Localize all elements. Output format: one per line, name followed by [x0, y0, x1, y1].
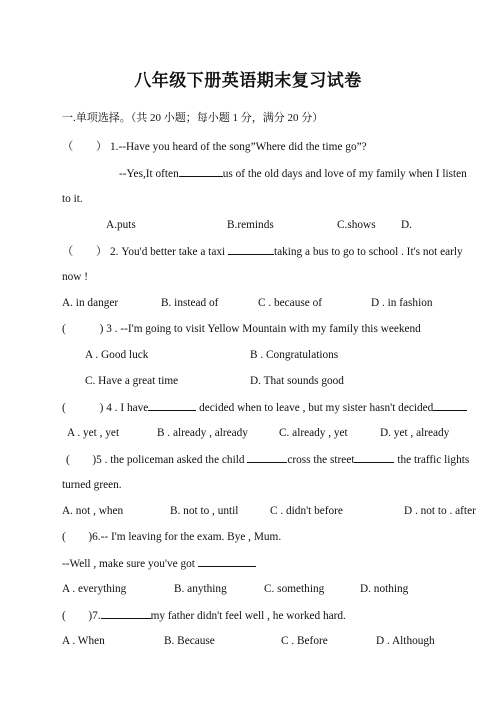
option-d[interactable]: D. nothing — [360, 583, 409, 595]
question-text: 4 . I have — [106, 402, 149, 414]
question-text: 6.-- I'm leaving for the exam. Bye , Mum. — [92, 531, 282, 543]
option-a[interactable]: A . everything — [62, 583, 127, 595]
answer-paren[interactable]: ( ) — [62, 323, 104, 335]
option-a[interactable]: A.puts — [106, 219, 136, 231]
answer-paren[interactable]: ( ) — [62, 402, 104, 414]
option-d[interactable]: D. — [401, 219, 412, 231]
option-b[interactable]: B. anything — [174, 583, 227, 595]
answer-blank[interactable] — [179, 166, 223, 177]
question-5 — [66, 452, 469, 467]
option-a[interactable]: A. in danger — [62, 297, 119, 309]
question-1 — [62, 140, 367, 154]
question-1-options — [0, 218, 496, 232]
answer-paren[interactable]: （ ） — [62, 141, 108, 153]
answer-paren[interactable]: ( ) — [62, 531, 93, 543]
answer-blank[interactable] — [247, 452, 287, 463]
option-c[interactable]: C. something — [264, 583, 325, 595]
question-text: 2. You'd better take a taxi — [110, 246, 226, 258]
question-3 — [62, 322, 421, 336]
option-c[interactable]: C . didn't before — [270, 505, 343, 517]
option-d[interactable]: D . in fashion — [371, 297, 433, 309]
answer-blank[interactable] — [198, 556, 256, 567]
answer-blank[interactable] — [228, 244, 274, 255]
option-a[interactable]: A . When — [62, 635, 105, 647]
question-2-options — [0, 296, 496, 310]
reply-text: us of the old days and love of my family when I listen — [222, 168, 467, 180]
option-a[interactable]: A . Good luck — [85, 349, 149, 361]
option-b[interactable]: B. instead of — [161, 297, 219, 309]
question-text: 5 . the policeman asked the child — [96, 454, 245, 466]
option-b[interactable]: B.reminds — [227, 219, 274, 231]
question-7 — [62, 608, 346, 623]
question-text: decided when to leave , but my sister hasn't decided — [199, 402, 434, 414]
question-text: 1.--Have you heard of the song”Where did the time go”? — [110, 141, 367, 153]
answer-paren[interactable]: ( ) — [62, 610, 93, 622]
question-3-options-row1 — [0, 348, 496, 362]
option-d[interactable]: D . Although — [376, 635, 435, 647]
option-c[interactable]: C . because of — [258, 297, 322, 309]
question-6-options — [0, 582, 496, 596]
answer-paren[interactable]: ( ) — [66, 454, 97, 466]
answer-blank[interactable] — [433, 400, 467, 411]
question-2-continued: now ! — [62, 271, 89, 283]
question-text: the traffic lights — [397, 454, 470, 466]
option-b[interactable]: B. Because — [164, 635, 215, 647]
answer-blank[interactable] — [148, 400, 196, 411]
question-5-options — [0, 504, 496, 518]
option-d[interactable]: D . not to . after — [404, 505, 476, 517]
option-b[interactable]: B. not to , until — [170, 505, 239, 517]
option-a[interactable]: A. not , when — [62, 505, 124, 517]
reply-text: --Yes,It often — [119, 168, 179, 180]
option-a[interactable]: A . yet , yet — [67, 427, 120, 439]
option-c[interactable]: C. Have a great time — [85, 375, 179, 387]
option-b[interactable]: B . already , already — [157, 427, 248, 439]
question-6-reply — [62, 556, 256, 571]
question-text: taking a bus to go to school . It's not early — [273, 246, 463, 258]
option-c[interactable]: C. already , yet — [279, 427, 348, 439]
question-1-continued: to it. — [62, 193, 83, 205]
option-d[interactable]: D. That sounds good — [250, 375, 344, 387]
question-text: cross the street — [287, 454, 355, 466]
question-text: 3 . --I'm going to visit Yellow Mountain with my family this weekend — [106, 323, 421, 335]
option-c[interactable]: C . Before — [281, 635, 328, 647]
answer-blank[interactable] — [354, 452, 394, 463]
question-1-reply — [119, 166, 467, 181]
question-7-options — [0, 634, 496, 648]
section-heading: 一.单项选择。（共 20 小题；每小题 1 分，满分 20 分） — [62, 112, 324, 124]
question-6 — [62, 530, 281, 544]
question-2 — [62, 244, 463, 259]
question-3-options-row2 — [0, 374, 496, 388]
question-4 — [62, 400, 467, 415]
question-4-options — [0, 426, 496, 440]
question-text: 7. — [92, 610, 101, 622]
answer-paren[interactable]: （ ） — [62, 246, 108, 258]
option-c[interactable]: C.shows — [337, 219, 376, 231]
option-b[interactable]: B . Congratulations — [250, 349, 339, 361]
answer-blank[interactable] — [101, 608, 151, 619]
question-5-continued: turned green. — [62, 479, 122, 491]
page-title: 八年级下册英语期末复习试卷 — [134, 71, 362, 91]
reply-text: --Well , make sure you've got — [62, 558, 195, 570]
option-d[interactable]: D. yet , already — [380, 427, 450, 439]
question-text: my father didn't feel well , he worked hard. — [150, 610, 346, 622]
